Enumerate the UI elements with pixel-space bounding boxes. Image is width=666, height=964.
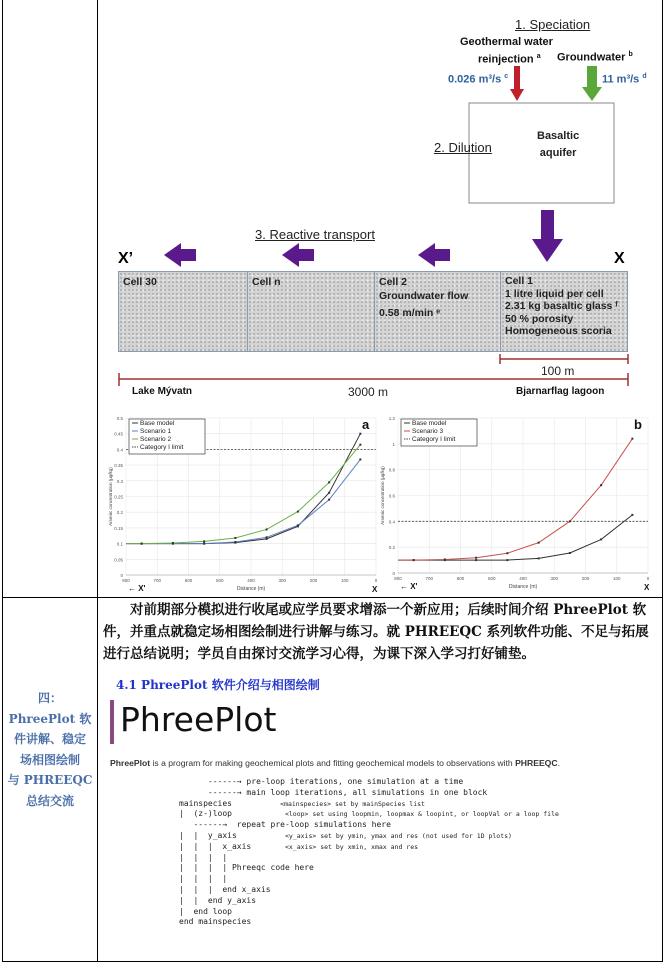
x-tick-label: 200 [581,576,590,581]
x-tick-label: 0 [374,578,378,583]
data-point [631,514,633,516]
phreeplot-logo-title: PhreePlot [120,700,277,739]
data-point [569,520,571,522]
x-axis-title: Distance (m) [236,586,266,592]
aquifer-label [537,128,579,162]
code-line: | end loop [179,906,232,916]
code-line: ------→ main loop iterations, all simulations in one block [179,787,488,797]
x-tick-label: 400 [247,578,255,583]
data-point [600,538,602,540]
y-tick-label: 0.2 [388,545,395,551]
cell-line: 2.31 kg basaltic glass ᶠ [505,300,618,312]
legend-label: Scenario 2 [140,436,172,443]
data-point [328,481,330,483]
intro-bold: PhreePlot [110,758,151,768]
x-tick-label: 100 [340,578,349,583]
left-arrow-icon [164,243,196,267]
legend-label: Category I limit [412,436,456,443]
reactive-transport-label: 3. Reactive transport [255,227,375,242]
data-point [506,559,508,561]
legend-label: Base model [140,420,175,427]
geo-flow-text: 0.026 m³/s [448,73,502,86]
x-tick-label: 600 [184,578,193,583]
data-point [444,558,446,560]
x-tick-label: 700 [425,576,434,581]
data-point [234,537,236,539]
x-tick-label: 100 [612,576,621,581]
code-line: | | | | [179,874,228,884]
legend-label: Category I limit [140,444,184,451]
data-point [475,559,477,561]
code-line: end mainspecies [179,917,252,927]
green-arrow-icon [582,66,602,101]
x-prime-end-label: ← X' [128,584,146,593]
legend-label: Base model [412,420,447,427]
y-tick-label: 0.1 [116,541,123,547]
phreeplot-intro [110,758,560,768]
cell-30 [118,271,248,352]
row-label-line: 件讲解、稳定 [13,732,86,746]
dilution-label: 2. Dilution [434,140,492,155]
data-point [297,524,299,526]
x-tick-label: 700 [153,578,162,583]
chart-b [376,410,662,598]
x-tick-label: 400 [519,576,527,581]
series-line [398,439,632,560]
y-tick-label: 0 [392,571,395,576]
x-tick-label: 0 [646,576,650,581]
aquifer-line2: aquifer [539,147,577,159]
panel-label: a [362,417,370,432]
cell-line: 0.58 m/min ᵉ [379,307,441,319]
scale-bar-100m [500,354,628,364]
code-line: mainspecies <mainspecies> set by mainSpecies list [179,798,425,808]
logo-bar [110,700,114,744]
y-tick-label: 0.8 [388,467,395,473]
cell-line: 50 % porosity [505,312,574,325]
data-point [569,552,571,554]
code-line: ------→ pre-loop iterations, one simulation at a time [179,777,464,786]
x-tick-label: 500 [487,576,496,581]
data-point [141,543,143,545]
y-tick-label: 0.15 [114,525,123,531]
x-tick-label: 800 [394,576,402,581]
row-label-line: PhreePlot 软 [8,711,92,726]
legend-label: Scenario 3 [412,428,444,435]
cell-line: Cell 1 [505,275,534,287]
cell-2 [374,271,501,352]
row-paragraph: 对前期部分模拟进行收尾或应学员要求增添一个新应用；后续时间介绍 PhreePlot 软件，并重点就稳定场相图绘制进行讲解与练习。就 PHREEQC 系列软件功能、不足与拓展进行总结说明；学员自由探讨交流学习心得，为课下深入学习打好铺垫。 [103,602,649,662]
code-line: | | end y_axis [179,895,257,905]
code-comment: <loop> set using loopmin, loopmax & loopint, or loopVal or a loop file [284,810,559,819]
intro-text: . [557,758,560,768]
x-prime-end-label: ← X' [400,582,418,591]
series-line [126,445,360,544]
y-tick-label: 0.4 [116,447,123,453]
x-tick-label: 300 [550,576,559,581]
data-point [328,499,330,501]
row-label-line: 与 PHREEQC [7,773,93,787]
geothermal-label: Geothermal water [460,36,553,48]
gw-flow-text: 11 m³/s [602,73,640,86]
intro-text: is a program for making geochemical plots and fitting geochemical models to observations with [150,758,516,768]
scale-3000m-label: 3000 m [348,385,389,399]
x-tick-label: 800 [122,578,130,583]
cell-line: 1 litre liquid per cell [505,287,604,300]
y-tick-label: 0.4 [388,519,395,525]
code-line: | | | | Phreeqc code here [179,863,314,873]
x-end-label: X [372,585,378,594]
data-point [413,559,415,561]
data-point [234,541,236,543]
x-axis-title: Distance (m) [508,584,538,590]
footnote-b: b [628,51,633,58]
left-arrow-icon [418,243,450,267]
left-arrow-icon [282,243,314,267]
groundwater-text: Groundwater [557,51,626,64]
code-comment: <y_axis> set by ymin, ymax and res (not used for 1D plots) [284,831,512,840]
red-arrow-icon [510,66,524,101]
data-point [266,528,268,530]
x-end-label: X [644,583,650,592]
y-tick-label: 0.45 [114,431,123,437]
data-point [328,492,330,494]
y-tick-label: 0.6 [388,493,395,499]
speciation-label: 1. Speciation [515,17,591,32]
cell-line: Homogeneous scoria [505,325,612,337]
series-line [126,459,360,543]
y-axis-title: Arsenic concentration (µg/kg) [108,467,113,526]
footnote-d: d [642,73,647,80]
y-tick-label: 0.35 [114,463,123,469]
cell-line: Groundwater flow [379,290,469,302]
y-tick-label: 0 [120,573,123,578]
row-label-line: 总结交流 [25,793,74,808]
cell-n [247,271,375,352]
x-tick-label: 200 [309,578,318,583]
intro-bold: PHREEQC [515,758,558,768]
x-label: X [614,250,625,267]
data-point [631,438,633,440]
row-label [4,688,96,811]
data-point [297,511,299,513]
cell-line: Cell 30 [123,276,157,288]
code-line: | | | x_axis <x_axis> set by xmin, xmax and res [179,841,419,851]
data-point [359,458,361,460]
footnote-a: a [536,53,541,60]
y-tick-label: 1.2 [388,416,395,421]
y-tick-label: 0.25 [114,494,123,500]
data-point [538,542,540,544]
code-comment: <x_axis> set by xmin, xmax and res [284,842,419,851]
lagoon-label: Bjarnarflag lagoon [516,386,605,397]
data-point [600,484,602,486]
aquifer-line1: Basaltic [537,130,580,142]
data-point [203,543,205,545]
code-line: | | | end x_axis [179,884,271,894]
x-prime-label: X’ [118,250,134,267]
data-point [506,552,508,554]
y-axis-title: Arsenic concentration (µg/kg) [380,466,385,525]
y-tick-label: 0.3 [116,478,123,484]
code-line: | (z-)loop <loop> set using loopmin, loopmax & loopint, or loopVal or a loop file [179,809,559,819]
y-tick-label: 1 [392,441,395,447]
code-comment: <mainspecies> set by mainSpecies list [280,799,425,808]
x-tick-label: 300 [278,578,287,583]
data-point [475,557,477,559]
table-border-bottom [2,961,663,962]
footnote-c: c [504,73,509,80]
y-tick-label: 0.05 [114,557,123,563]
chart-a [100,410,378,598]
code-line: | | | | [179,852,228,862]
reinjection-text: reinjection [478,53,534,66]
cell-1 [500,271,628,352]
data-point [359,433,361,435]
data-point [359,444,361,446]
scale-100m-label: 100 m [541,364,575,378]
data-point [538,557,540,559]
data-point [172,542,174,544]
legend-label: Scenario 1 [140,428,172,435]
x-tick-label: 500 [215,578,224,583]
cell-line: Cell n [252,276,281,288]
code-line: ------→ repeat pre-loop simulations here [179,820,391,830]
y-tick-label: 0.5 [116,416,123,421]
panel-label: b [634,417,642,432]
loop-structure-code [179,777,559,928]
data-point [203,540,205,542]
y-tick-label: 0.2 [116,510,123,516]
data-point [266,536,268,538]
x-tick-label: 600 [456,576,465,581]
purple-down-arrow-icon [532,210,563,262]
cell-line: Cell 2 [379,276,408,288]
row-label-line: 场相图绘制 [19,752,80,767]
row-label-line: 四： [37,691,62,705]
lake-label: Lake Mývatn [132,386,193,397]
code-line: | | y_axis <y_axis> set by ymin, ymax and res (not used for 1D plots) [179,830,512,840]
section-heading: 4.1 PhreePlot 软件介绍与相图绘制 [116,678,320,692]
